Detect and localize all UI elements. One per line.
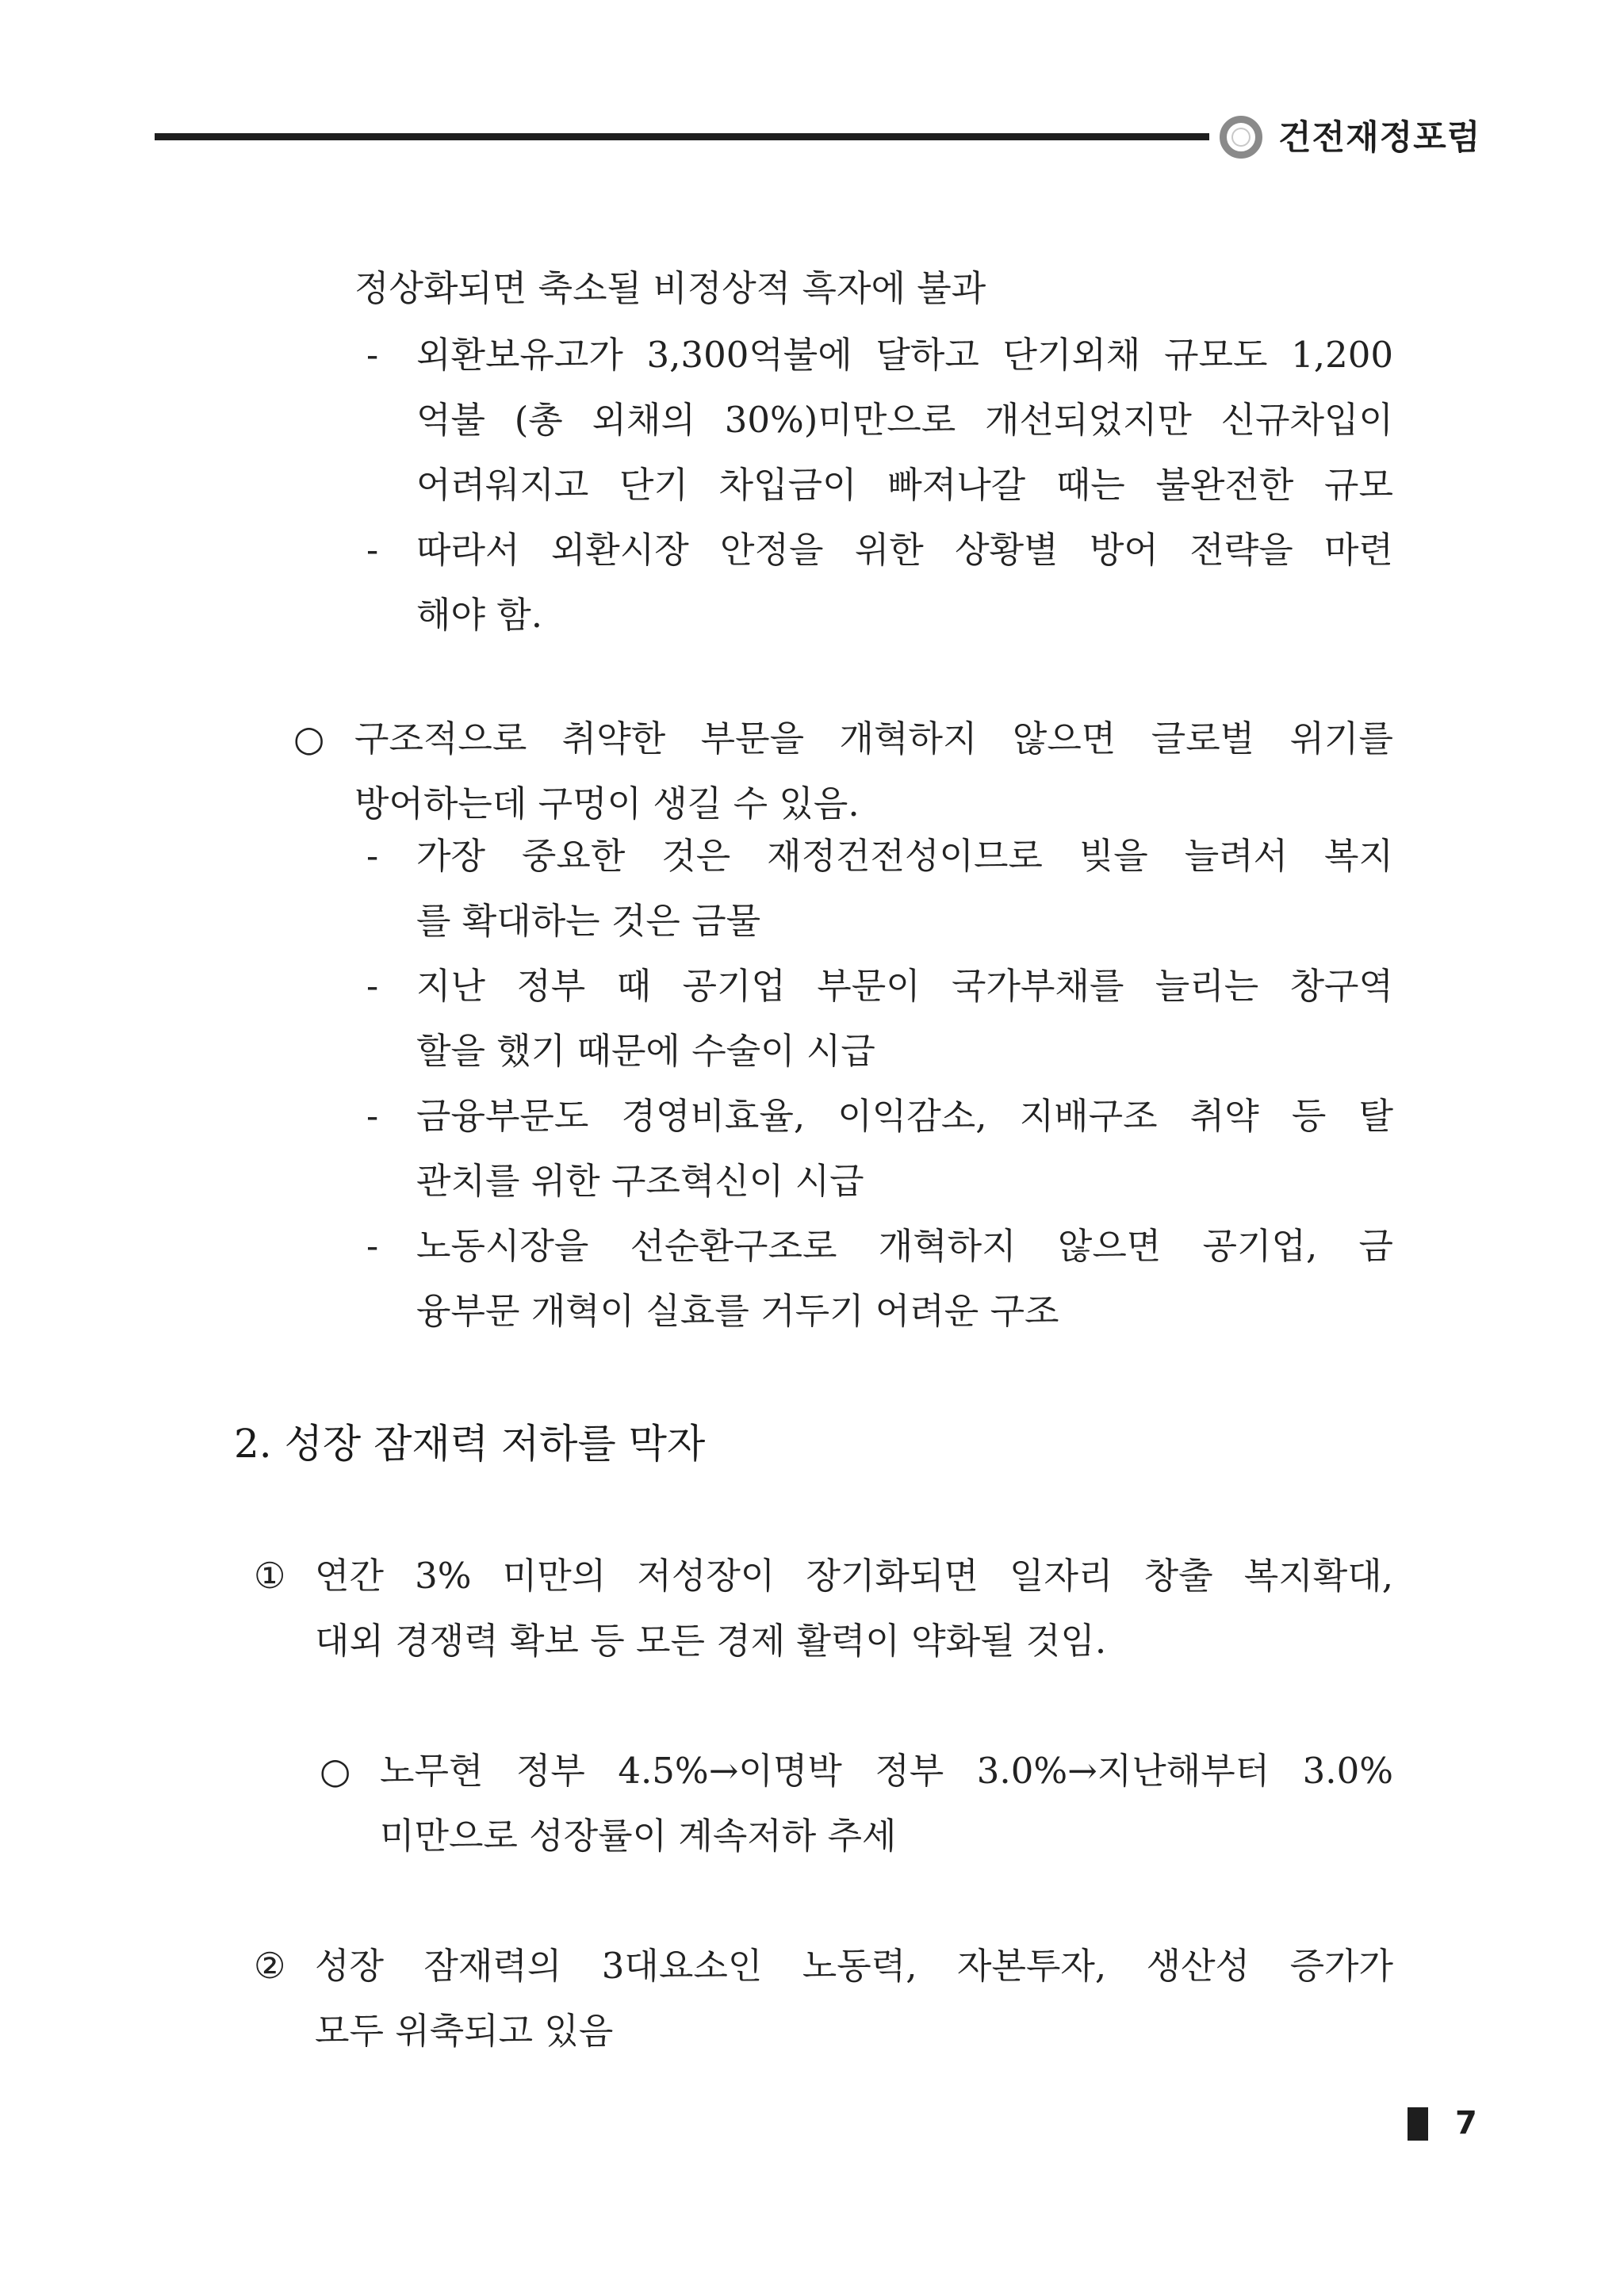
dash-marker: -	[366, 529, 379, 571]
page-number: 7	[1455, 2105, 1477, 2141]
text-line: 억불 (총 외채의 30%)미만으로 개선되었지만 신규차입이	[416, 399, 1393, 441]
ring-icon	[1220, 116, 1262, 159]
dash-marker: -	[366, 835, 379, 877]
text-line: 모두 위축되고 있음	[315, 2010, 614, 2052]
text-line: 성장 잠재력의 3대요소인 노동력, 자본투자, 생산성 증가가	[315, 1945, 1393, 1987]
text-line: 구조적으로 취약한 부문을 개혁하지 않으면 글로벌 위기를	[354, 718, 1393, 760]
text-line: 어려워지고 단기 차입금이 빠져나갈 때는 불완전한 규모	[416, 464, 1393, 506]
text-line: 방어하는데 구멍이 생길 수 있음.	[354, 783, 860, 825]
circled-number-marker: ①	[254, 1555, 286, 1597]
dash-marker: -	[366, 1225, 379, 1267]
page-number-marker	[1408, 2107, 1428, 2141]
text-line: 정상화되면 축소될 비정상적 흑자에 불과	[354, 267, 986, 309]
text-line: 노동시장을 선순환구조로 개혁하지 않으면 공기업, 금	[416, 1225, 1393, 1267]
text-line: 할을 했기 때문에 수술이 시급	[416, 1030, 875, 1072]
text-line: 지난 정부 때 공기업 부문이 국가부채를 늘리는 창구역	[416, 965, 1393, 1007]
circle-bullet: ○	[293, 718, 325, 760]
text-line: 가장 중요한 것은 재정건전성이므로 빚을 늘려서 복지	[416, 835, 1393, 877]
circled-number-marker: ②	[254, 1945, 286, 1987]
text-line: 금융부문도 경영비효율, 이익감소, 지배구조 취약 등 탈	[416, 1095, 1393, 1137]
section-heading: 2. 성장 잠재력 저하를 막자	[234, 1421, 706, 1467]
dash-marker: -	[366, 1095, 379, 1137]
forum-title: 건전재정포럼	[1278, 118, 1481, 158]
text-line: 연간 3% 미만의 저성장이 장기화되면 일자리 창출 복지확대,	[315, 1555, 1393, 1597]
dash-marker: -	[366, 334, 379, 376]
dash-marker: -	[366, 965, 379, 1007]
text-line: 대외 경쟁력 확보 등 모든 경제 활력이 약화될 것임.	[315, 1620, 1107, 1662]
text-line: 외환보유고가 3,300억불에 달하고 단기외채 규모도 1,200	[416, 334, 1393, 376]
text-line: 미만으로 성장률이 계속저하 추세	[380, 1815, 897, 1857]
circle-bullet: ○	[320, 1750, 351, 1792]
text-line: 융부문 개혁이 실효를 거두기 어려운 구조	[416, 1290, 1059, 1332]
text-line: 노무현 정부 4.5%→이명박 정부 3.0%→지난해부터 3.0%	[380, 1750, 1393, 1792]
text-line: 를 확대하는 것은 금물	[416, 900, 761, 942]
text-line: 관치를 위한 구조혁신이 시급	[416, 1160, 864, 1202]
text-line: 해야 함.	[416, 594, 543, 636]
text-line: 따라서 외환시장 안정을 위한 상황별 방어 전략을 마련	[416, 529, 1393, 571]
header-rule	[155, 133, 1209, 140]
